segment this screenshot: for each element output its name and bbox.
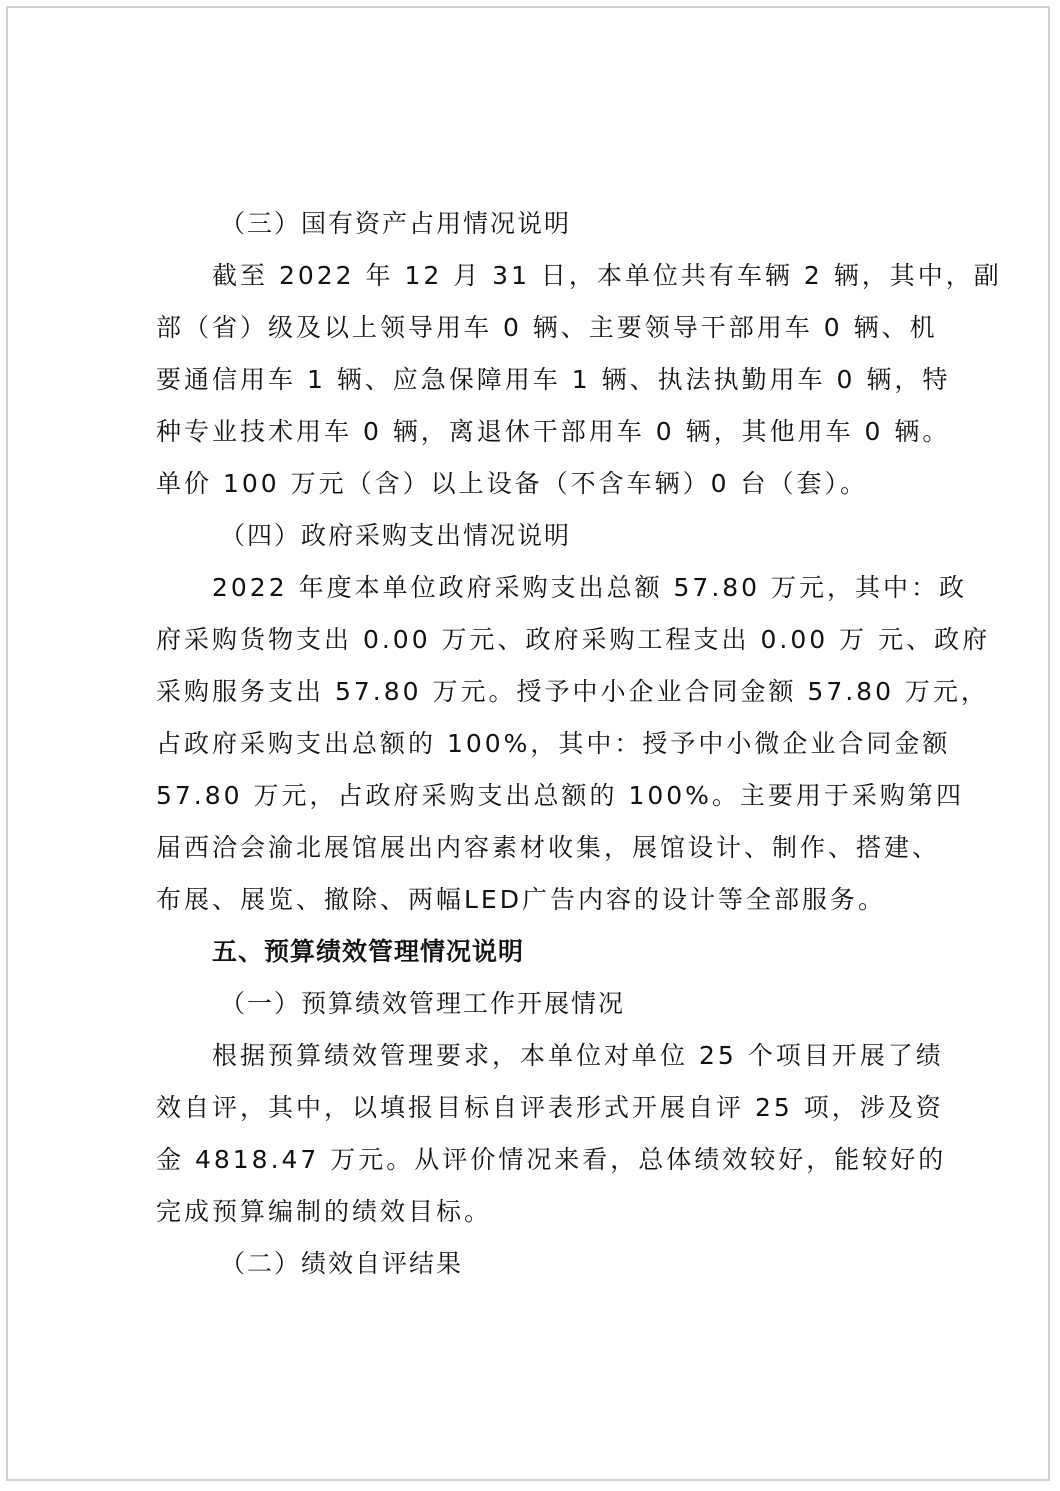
section-heading-assets: （三）国有资产占用情况说明 (220, 209, 572, 238)
paragraph-line: 采购服务支出 57.80 万元。授予中小企业合同金额 57.80 万元， (156, 677, 989, 706)
paragraph-line: 占政府采购支出总额的 100%，其中：授予中小微企业合同金额 (156, 729, 951, 758)
paragraph-line: 完成预算编制的绩效目标。 (156, 1197, 493, 1226)
section-heading-procurement: （四）政府采购支出情况说明 (220, 521, 572, 550)
paragraph-line: 种专业技术用车 0 辆，离退休干部用车 0 辆，其他用车 0 辆。 (156, 417, 951, 446)
paragraph-line: 截至 2022 年 12 月 31 日，本单位共有车辆 2 辆，其中，副 (212, 261, 1002, 290)
paragraph-line: 金 4818.47 万元。从评价情况来看，总体绩效较好，能较好的 (156, 1145, 947, 1174)
paragraph-line: 2022 年度本单位政府采购支出总额 57.80 万元，其中：政 (212, 573, 968, 602)
section-heading-performance: 五、预算绩效管理情况说明 (212, 937, 525, 966)
subsection-heading-self-evaluation: （二）绩效自评结果 (220, 1249, 464, 1278)
subsection-heading-performance-work: （一）预算绩效管理工作开展情况 (220, 989, 626, 1018)
paragraph-line: 单价 100 万元（含）以上设备（不含车辆）0 台（套）。 (156, 469, 868, 498)
document-page (6, 6, 1050, 1481)
paragraph-line: 要通信用车 1 辆、应急保障用车 1 辆、执法执勤用车 0 辆，特 (156, 365, 951, 394)
paragraph-line: 效自评，其中，以填报目标自评表形式开展自评 25 项，涉及资 (156, 1093, 944, 1122)
paragraph-line: 布展、展览、撤除、两幅LED广告内容的设计等全部服务。 (156, 885, 886, 914)
paragraph-line: 根据预算绩效管理要求，本单位对单位 25 个项目开展了绩 (212, 1041, 944, 1070)
paragraph-line: 57.80 万元，占政府采购支出总额的 100%。主要用于采购第四 (156, 781, 964, 810)
paragraph-line: 届西洽会渝北展馆展出内容素材收集，展馆设计、制作、搭建、 (156, 833, 941, 862)
paragraph-line: 部（省）级及以上领导用车 0 辆、主要领导干部用车 0 辆、机 (156, 313, 938, 342)
paragraph-line: 府采购货物支出 0.00 万元、政府采购工程支出 0.00 万 元、政府 (156, 625, 991, 654)
